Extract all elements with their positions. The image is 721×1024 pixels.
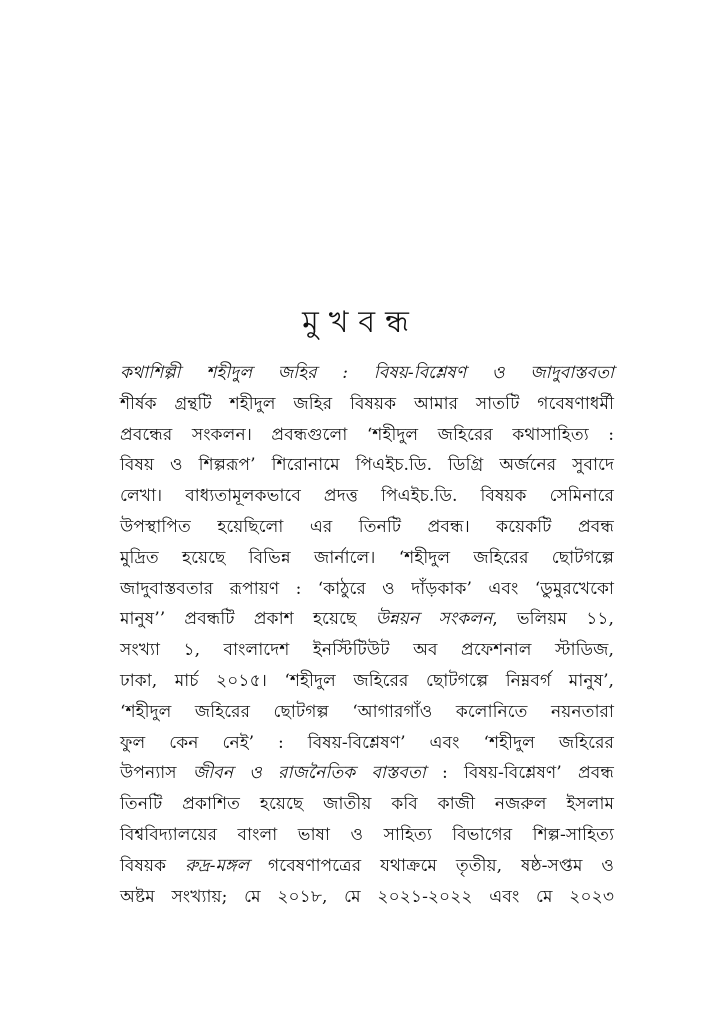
italic-title-text: জীবন ও রাজনৈতিক বাস্তবতা <box>192 763 426 784</box>
text-line <box>120 882 614 913</box>
text-segment: বিষয় ও শিল্পরূপ’ শিরোনামে পিএইচ.ডি. ডিগ্রি অর্জনের সুবাদে <box>120 455 614 476</box>
text-line <box>120 604 614 635</box>
text-line <box>120 789 614 820</box>
text-line <box>120 389 614 420</box>
text-line <box>120 420 614 451</box>
text-line <box>120 543 614 574</box>
text-segment: শীর্ষক গ্রন্থটি শহীদুল জহির বিষয়ক আমার সাতটি গবেষণাধর্মী <box>120 393 614 414</box>
page-title: মুখবন্ধ <box>302 305 419 340</box>
text-segment: ঢাকা, মার্চ ২০১৫। ‘শহীদুল জহিরের ছোটগল্পে নিম্নবর্গ মানুষ’, <box>120 670 614 691</box>
text-line <box>120 666 614 697</box>
text-segment: , ভলিয়ম ১১, <box>492 609 614 630</box>
text-segment: উপস্থাপিত হয়েছিলো এর তিনটি প্রবন্ধ। কয়েকটি প্রবন্ধ <box>120 516 614 537</box>
text-segment: উপন্যাস <box>120 763 193 784</box>
text-line <box>120 697 614 728</box>
text-line <box>120 820 614 851</box>
text-segment: বিশ্ববিদ্যালয়ের বাংলা ভাষা ও সাহিত্য বিভাগের শিল্প-সাহিত্য <box>120 824 614 845</box>
text-line <box>120 450 614 481</box>
text-line <box>120 574 614 605</box>
italic-title-text: উন্নয়ন সংকলন <box>375 609 493 630</box>
text-segment: মানুষ’’ প্রবন্ধটি প্রকাশ হয়েছে <box>120 609 376 630</box>
text-segment: মুদ্রিত হয়েছে বিভিন্ন জার্নালে। ‘শহীদুল জহিরের ছোটগল্পে <box>120 547 614 568</box>
text-segment: অষ্টম সংখ্যায়; মে ২০১৮, মে ২০২১-২০২২ এবং মে ২০২৩ <box>120 886 614 907</box>
text-segment: লেখা। বাধ্যতামূলকভাবে প্রদত্ত পিএইচ.ডি. বিষয়ক সেমিনারে <box>120 486 614 507</box>
text-segment: প্রবন্ধের সংকলন। প্রবন্ধগুলো ‘শহীদুল জহিরের কথাসাহিত্য : <box>120 424 614 445</box>
preface-paragraph <box>120 358 614 912</box>
text-line <box>120 728 614 759</box>
italic-title-text: কথাশিল্পী শহীদুল জহির : বিষয়-বিশ্লেষণ ও জাদুবাস্তবতা <box>120 363 614 383</box>
text-segment: : বিষয়-বিশ্লেষণ’ প্রবন্ধ <box>425 763 614 784</box>
text-line <box>120 512 614 543</box>
text-line <box>120 481 614 512</box>
text-segment: জাদুবাস্তবতার রূপায়ণ : ‘কাঠুরে ও দাঁড়কাক’ এবং ‘ডুমুরখেকো <box>120 578 614 599</box>
italic-title-text: রুদ্র-মঙ্গল <box>184 855 250 876</box>
text-segment: ফুল কেন নেই’ : বিষয়-বিশ্লেষণ’ এবং ‘শহীদুল জহিরের <box>120 732 614 753</box>
text-segment: ‘শহীদুল জহিরের ছোটগল্প ‘আগারগাঁও কলোনিতে নয়নতারা <box>120 701 614 722</box>
text-segment: বিষয়ক <box>120 855 185 876</box>
text-line <box>120 758 614 789</box>
text-line <box>120 635 614 666</box>
text-segment: গবেষণাপত্রের যথাক্রমে তৃতীয়, ষষ্ঠ-সপ্তম ও <box>249 855 615 876</box>
text-segment: সংখ্যা ১, বাংলাদেশ ইনস্টিটিউট অব প্রফেশনাল স্টাডিজ, <box>120 640 614 661</box>
text-line <box>120 358 614 389</box>
text-segment: তিনটি প্রকাশিত হয়েছে জাতীয় কবি কাজী নজরুল ইসলাম <box>120 794 614 815</box>
text-line <box>120 851 614 882</box>
